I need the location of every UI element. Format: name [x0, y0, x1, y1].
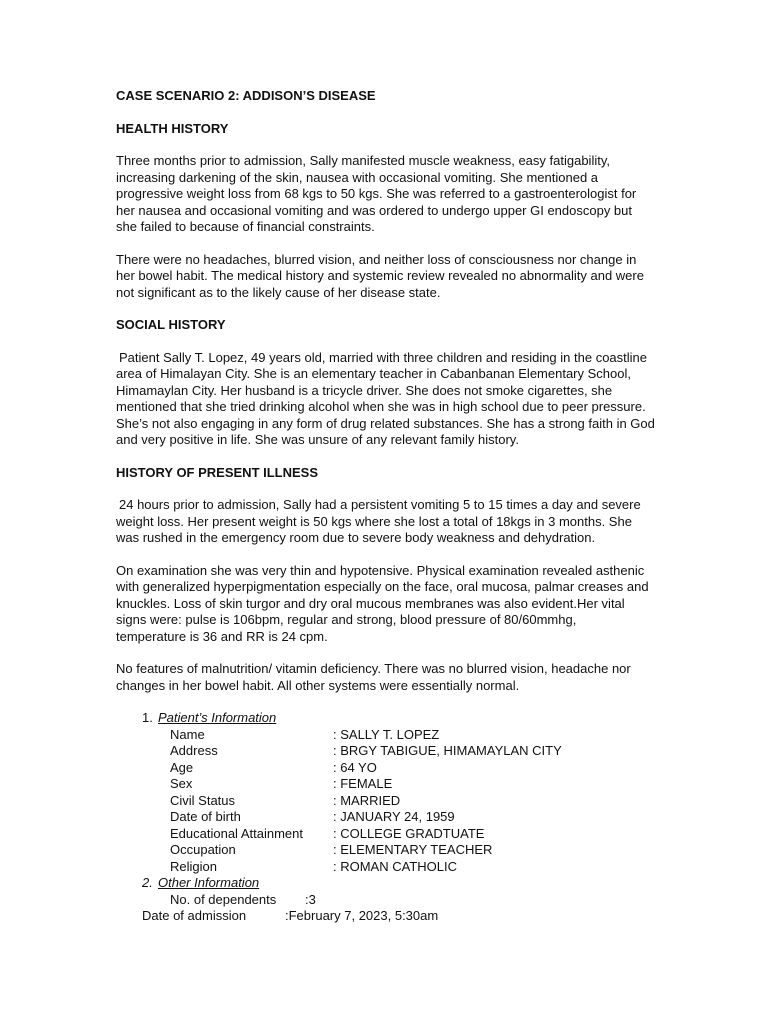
dependents-label: No. of dependents	[170, 891, 277, 907]
text-line: progressive weight loss from 68 kgs to 50 kgs. She was referred to a gastroenterologist for	[116, 186, 637, 201]
text-line: Three months prior to admission, Sally manifested muscle weakness, easy fatigability,	[116, 153, 610, 168]
present-illness-paragraph-3	[116, 661, 656, 694]
text-line: Himamaylan City. Her husband is a tricycle driver. She does not smoke cigarettes, she	[116, 382, 613, 398]
info-value: : SALLY T. LOPEZ	[333, 726, 440, 742]
info-label: Name	[170, 726, 205, 742]
text-line: not significant as to the likely cause of her disease state.	[116, 284, 441, 300]
text-line: weight loss. Her present weight is 50 kgs where she lost a total of 18kgs in 3 months. She	[116, 513, 632, 529]
dependents-row	[170, 892, 656, 909]
info-value: : JANUARY 24, 1959	[333, 809, 455, 824]
info-row-civil-status	[170, 793, 656, 810]
info-row-date-of-birth	[170, 809, 656, 826]
text-line: knuckles. Loss of skin turgor and dry oral mucous membranes was also evident.Her vital	[116, 595, 625, 611]
info-value: : MARRIED	[333, 792, 401, 808]
info-row-address	[170, 743, 656, 760]
text-line: 24 hours prior to admission, Sally had a persistent vomiting 5 to 15 times a day and severe	[119, 497, 641, 512]
info-label: Address	[170, 743, 218, 758]
document-title: CASE SCENARIO 2: ADDISON’S DISEASE	[116, 88, 376, 103]
list-number: 1.	[142, 710, 153, 725]
text-line: her bowel habit. The medical history and systemic review revealed no abnormality and were	[116, 268, 644, 283]
admission-value: :February 7, 2023, 5:30am	[285, 908, 439, 923]
info-value: : 64 YO	[333, 759, 377, 775]
info-row-sex	[170, 776, 656, 793]
info-row-name	[170, 727, 656, 744]
document-page	[116, 88, 656, 925]
text-line: signs were: pulse is 106bpm, regular and strong, blood pressure of 80/60mmhg,	[116, 612, 577, 627]
admission-label: Date of admission	[142, 908, 247, 923]
text-line: She’s not also engaging in any form of drug related substances. She has a strong faith in God	[116, 415, 655, 431]
health-history-paragraph-1	[116, 153, 656, 236]
text-line: No features of malnutrition/ vitamin deficiency. There was no blurred vision, headache nor	[116, 661, 631, 676]
list-number: 2.	[142, 875, 153, 890]
text-line: temperature is 36 and RR is 24 cpm.	[116, 628, 328, 644]
info-row-religion	[170, 859, 656, 876]
text-line: was rushed in the emergency room due to severe body weakness and dehydration.	[116, 530, 596, 545]
text-line: and very positive in life. She was unsure of any relevant family history.	[116, 432, 519, 447]
text-line: area of Himalayan City. She is an elementary teacher in Cabanbanan Elementary School,	[116, 366, 631, 381]
present-illness-paragraph-2	[116, 563, 656, 646]
present-illness-heading: HISTORY OF PRESENT ILLNESS	[116, 464, 319, 480]
info-value: : FEMALE	[333, 776, 393, 791]
info-row-age	[170, 760, 656, 777]
info-label: Religion	[170, 858, 217, 874]
admission-row	[142, 908, 656, 925]
text-line: increasing darkening of the skin, nausea with occasional vomiting. She mentioned a	[116, 169, 599, 185]
info-label: Date of birth	[170, 809, 241, 824]
other-info-title-row	[142, 875, 656, 892]
text-line: On examination she was very thin and hypotensive. Physical examination revealed asthenic	[116, 562, 645, 578]
text-line: Patient Sally T. Lopez, 49 years old, married with three children and residing in the coastline	[119, 349, 647, 365]
present-illness-paragraph-1	[116, 497, 656, 547]
info-value: : BRGY TABIGUE, HIMAMAYLAN CITY	[333, 743, 562, 758]
health-history-heading: HEALTH HISTORY	[116, 120, 229, 136]
info-label: Age	[170, 759, 194, 775]
info-list	[142, 710, 656, 908]
info-label: Sex	[170, 776, 193, 791]
social-history-heading: SOCIAL HISTORY	[116, 317, 226, 332]
health-history-paragraph-2	[116, 252, 656, 302]
info-value: : COLLEGE GRADTUATE	[333, 825, 485, 841]
text-line: changes in her bowel habit. All other systems were essentially normal.	[116, 677, 520, 693]
text-line: her nausea and occasional vomiting and was ordered to undergo upper GI endoscopy but	[116, 202, 633, 218]
text-line: with generalized hyperpigmentation especially on the face, oral mucosa, palmar creases and	[116, 579, 649, 594]
info-value: : ELEMENTARY TEACHER	[333, 842, 493, 857]
info-label: Civil Status	[170, 792, 236, 808]
patient-info-title: Patient’s Information	[158, 710, 277, 725]
other-info-title: Other Information	[158, 875, 260, 890]
info-row-education	[170, 826, 656, 843]
info-label: Educational Attainment	[170, 825, 303, 841]
text-line: mentioned that she tried drinking alcohol when she was in high school due to peer pressure.	[116, 399, 646, 414]
text-line: There were no headaches, blurred vision, and neither loss of consciousness nor change in	[116, 251, 637, 267]
info-label: Occupation	[170, 842, 236, 857]
info-row-occupation	[170, 842, 656, 859]
info-value: : ROMAN CATHOLIC	[333, 858, 457, 874]
patient-info-title-row	[142, 710, 656, 727]
social-history-paragraph	[116, 350, 656, 449]
dependents-value: :3	[305, 891, 316, 907]
text-line: she failed to because of financial constraints.	[116, 219, 375, 234]
